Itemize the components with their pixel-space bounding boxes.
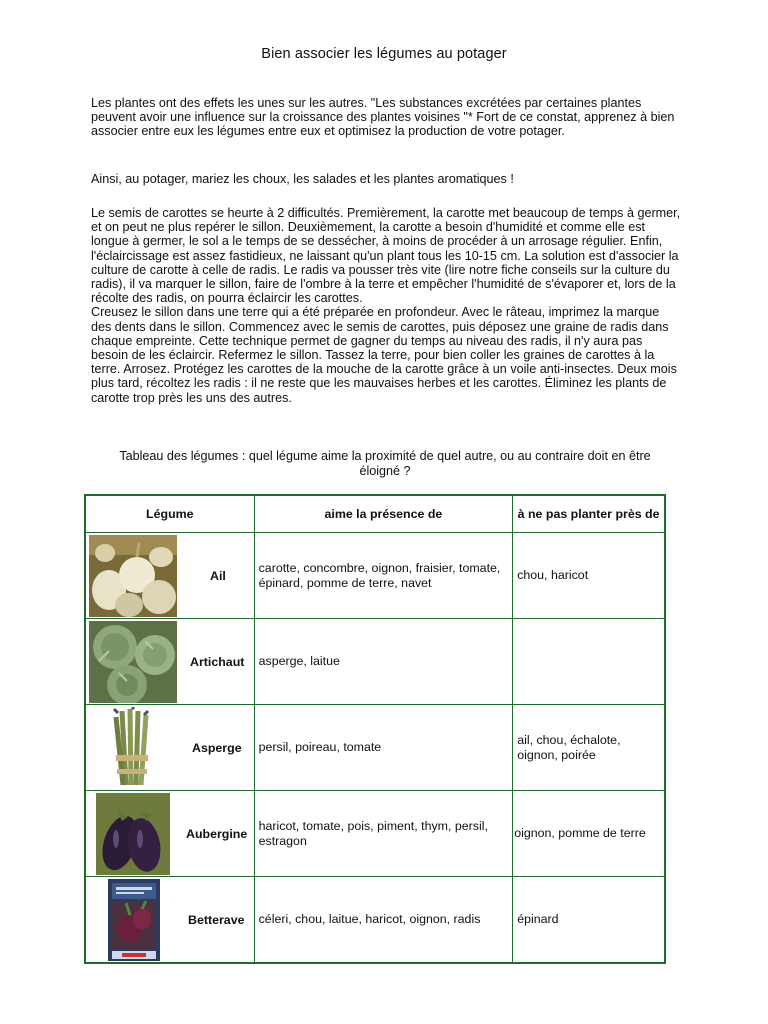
table-row <box>85 791 665 877</box>
intro-paragraph: Les plantes ont des effets les unes sur les autres. "Les substances excrétées par certaines plantes peuvent avoir une influence sur la croissance des plantes voisines "* Fort de ce constat, apprenez à bien associer entre eux les légumes entre eux et optimisez la production de votre potager. <box>91 96 675 139</box>
header-vegetable: Légume <box>85 495 254 533</box>
vegetable-name: Aubergine <box>186 826 248 841</box>
vegetable-cell <box>85 619 254 705</box>
vegetable-cell <box>85 791 254 877</box>
page-title: Bien associer les légumes au potager <box>261 46 507 62</box>
avoid-cell: oignon, pomme de terre <box>513 791 665 877</box>
avoid-cell: chou, haricot <box>513 533 665 619</box>
vegetable-name: Ail <box>210 568 226 583</box>
table-row <box>85 705 665 791</box>
artichoke-photo <box>89 621 177 702</box>
avoid-cell: ail, chou, échalote, oignon, poirée <box>513 705 665 791</box>
header-avoid: à ne pas planter près de <box>513 495 665 533</box>
vegetable-cell <box>85 533 254 619</box>
eggplant-photo <box>96 793 170 874</box>
asparagus-photo <box>104 707 164 788</box>
avoid-cell: épinard <box>513 877 665 964</box>
table-caption: Tableau des légumes : quel légume aime la proximité de quel autre, ou au contraire doit en être éloigné ? <box>119 449 651 478</box>
likes-cell: persil, poireau, tomate <box>254 705 513 791</box>
likes-cell: céleri, chou, laitue, haricot, oignon, radis <box>254 877 513 964</box>
table-row <box>85 533 665 619</box>
vegetable-cell <box>85 705 254 791</box>
avoid-cell <box>513 619 665 705</box>
likes-cell: haricot, tomate, pois, piment, thym, persil, estragon <box>254 791 513 877</box>
table-row <box>85 619 665 705</box>
vegetable-cell <box>85 877 254 964</box>
tip-paragraph: Ainsi, au potager, mariez les choux, les salades et les plantes aromatiques ! <box>91 172 514 186</box>
likes-cell: asperge, laitue <box>254 619 513 705</box>
garlic-photo <box>89 535 177 616</box>
vegetable-name: Asperge <box>192 740 242 755</box>
table-header-row <box>85 495 665 533</box>
vegetable-name: Artichaut <box>190 654 245 669</box>
header-likes: aime la présence de <box>254 495 513 533</box>
beet-seed-packet-photo <box>108 879 160 960</box>
vegetable-name: Betterave <box>188 912 245 927</box>
vegetable-table <box>84 494 666 964</box>
table-row <box>85 877 665 964</box>
carrot-radish-paragraph: Le semis de carottes se heurte à 2 difficultés. Premièrement, la carotte met beaucoup de temps à germer, et on peut ne plus repérer le sillon. Deuxièmement, la carotte a besoin d'humidité et comme elle est longue à germer, le sol a le temps de se dessécher, à moins de procéder à un arrosage régulier. Enfin, l'éclaircissage est assez fastidieux, ne laissant qu'un plant tous les 10-15 cm. La solution est d'associer la culture de carotte à celle de radis. Le radis va pousser très vite (lire notre fiche conseils sur la culture du radis), il va marquer le sillon, faire de l'ombre à la terre et empêcher l'humidité de s'évaporer et, lors de la récolte des radis, on pourra éclaircir les carottes. Creusez le sillon dans une terre qui a été préparée en profondeur. Avec le râteau, imprimez la marque des dents dans le sillon. Commencez avec le semis de carottes, puis déposez une graine de radis dans chaque empreinte. Cette technique permet de gagner du temps au niveau des radis, il n'y aura pas besoin de les éclaircir. Refermez le sillon. Tassez la terre, pour bien coller les graines de carottes à la terre. Arrosez. Protégez les carottes de la mouche de la carotte grâce à un voile anti-insectes. Deux mois plus tard, récoltez les radis : il ne reste que les mauvaises herbes et les carottes. Éliminez les plants de carotte trop près les uns des autres. <box>91 206 681 405</box>
likes-cell: carotte, concombre, oignon, fraisier, tomate, épinard, pomme de terre, navet <box>254 533 513 619</box>
